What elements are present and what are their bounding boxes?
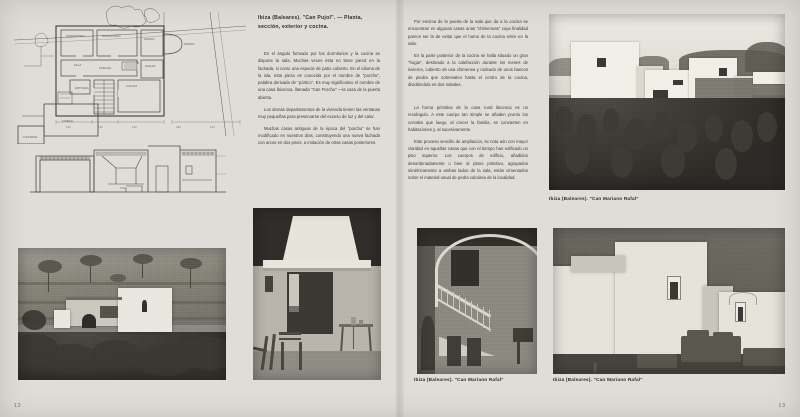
right-text-column-1: [408, 18, 528, 93]
paragraph: La forma primitiva de la casa rural ibicenca es un rectángulo. A este cuerpo tan simple se añaden pronto los corrales que luego, al crecer la familia, se convierten en habitaciones y, al sucesivamente.: [408, 105, 528, 132]
paragraph: En el ángulo formado por los dormitorios y la cocina se dispone la sala. Muchas veces ésta no tiene pared en la fachada, si como una especie de patio cubierto. En el idioma de la isla, esta pieza es conocida por el nombre de "porchu", palabra derivada de "pórtico". Es muy significativo el nombre de una casa ibicenca, llamada "Can Porchu" —la casa de la puerta abierta.: [258, 51, 380, 100]
photo-white-houses-cacti: [549, 14, 785, 190]
svg-text:HOGAR: HOGAR: [145, 65, 156, 68]
svg-text:ENTRADA: ENTRADA: [75, 87, 89, 90]
section-drawing: [30, 136, 230, 198]
caption-interior-staircase: Ibiza (Baleares). "Can Mariano Rafal": [414, 377, 504, 382]
svg-text:CISTERNA: CISTERNA: [23, 136, 38, 139]
paragraph: Muchas casas antiguas de la época del "porchu" se han modificado en nuestros días, construyendo una nueva fachada con arcos en dos pisos, a imitación de otras casas posteriores.: [258, 125, 380, 146]
photo-interior-staircase: [417, 228, 537, 374]
folio-right: 13: [778, 403, 786, 409]
svg-text:HORNO: HORNO: [144, 38, 155, 41]
left-text-column: [258, 50, 380, 151]
paragraph: En la parte posterior de la cocina se halla situado un gran "hogar", destinado a la calefacción durante los meses de invierno, cubierto de una chimenea y rodeado de unos bancos de piedra que sobresalen hasta el centro de la cocina, dividiéndola en dos mitades.: [408, 52, 528, 87]
svg-text:COCINA: COCINA: [126, 85, 138, 88]
svg-text:4.20: 4.20: [132, 127, 137, 129]
photo-interior-kitchen: [253, 208, 381, 380]
photo-cubic-volumes: [553, 228, 785, 374]
svg-text:1.80: 1.80: [176, 127, 181, 129]
folio-left: 12: [14, 403, 22, 409]
photo-exterior-farmhouse: [18, 248, 226, 380]
svg-text:3.40: 3.40: [66, 127, 71, 129]
caption-white-houses-cacti: Ibiza (Baleares). "Can Mariano Rafal": [549, 196, 639, 201]
floor-plan-drawing: [14, 4, 246, 144]
svg-text:SALA: SALA: [74, 64, 82, 67]
svg-text:HORNO: HORNO: [184, 43, 195, 46]
svg-text:2.60: 2.60: [98, 127, 103, 129]
page-gutter: [396, 0, 404, 417]
caption-cubic-volumes: Ibiza (Baleares). "Can Mariano Rafal": [553, 377, 643, 382]
svg-text:PORCHE: PORCHE: [99, 67, 112, 70]
article-heading: Ibiza (Baleares). "Can Pujol". — Planta, sección, exterior y cocina.: [258, 15, 363, 31]
svg-text:3.20: 3.20: [210, 127, 215, 129]
svg-text:DORMITORIO: DORMITORIO: [102, 35, 121, 38]
svg-text:DORMITORIO: DORMITORIO: [66, 35, 85, 38]
paragraph: Por encima de la puerta de la sala que da a la cocina se encuentran en algunas casas unas "chimeneas" cuya finalidad parece ser la de evitar que el humo de la cocina entre en la sala.: [408, 19, 528, 46]
paragraph: Los demás departamentos de la vivienda tienen las ventanas muy pequeñas para preservarse del exceso de luz y del calor.: [258, 106, 380, 119]
paragraph: Este proceso sencillo de ampliación, se nota aún con mayor claridad en aquellas casas que con el tiempo han edificado un piso superior. Los cuerpos de edificio, añadidos desordenadamente o bien al plano primitivo, agrupados simétricamente a ambas lados de la sala, están cimentados sobre el material usual de pedra calcárea de la localidad.: [408, 138, 528, 181]
svg-text:CORRAL: CORRAL: [62, 120, 75, 123]
right-text-column-2: [408, 104, 528, 186]
